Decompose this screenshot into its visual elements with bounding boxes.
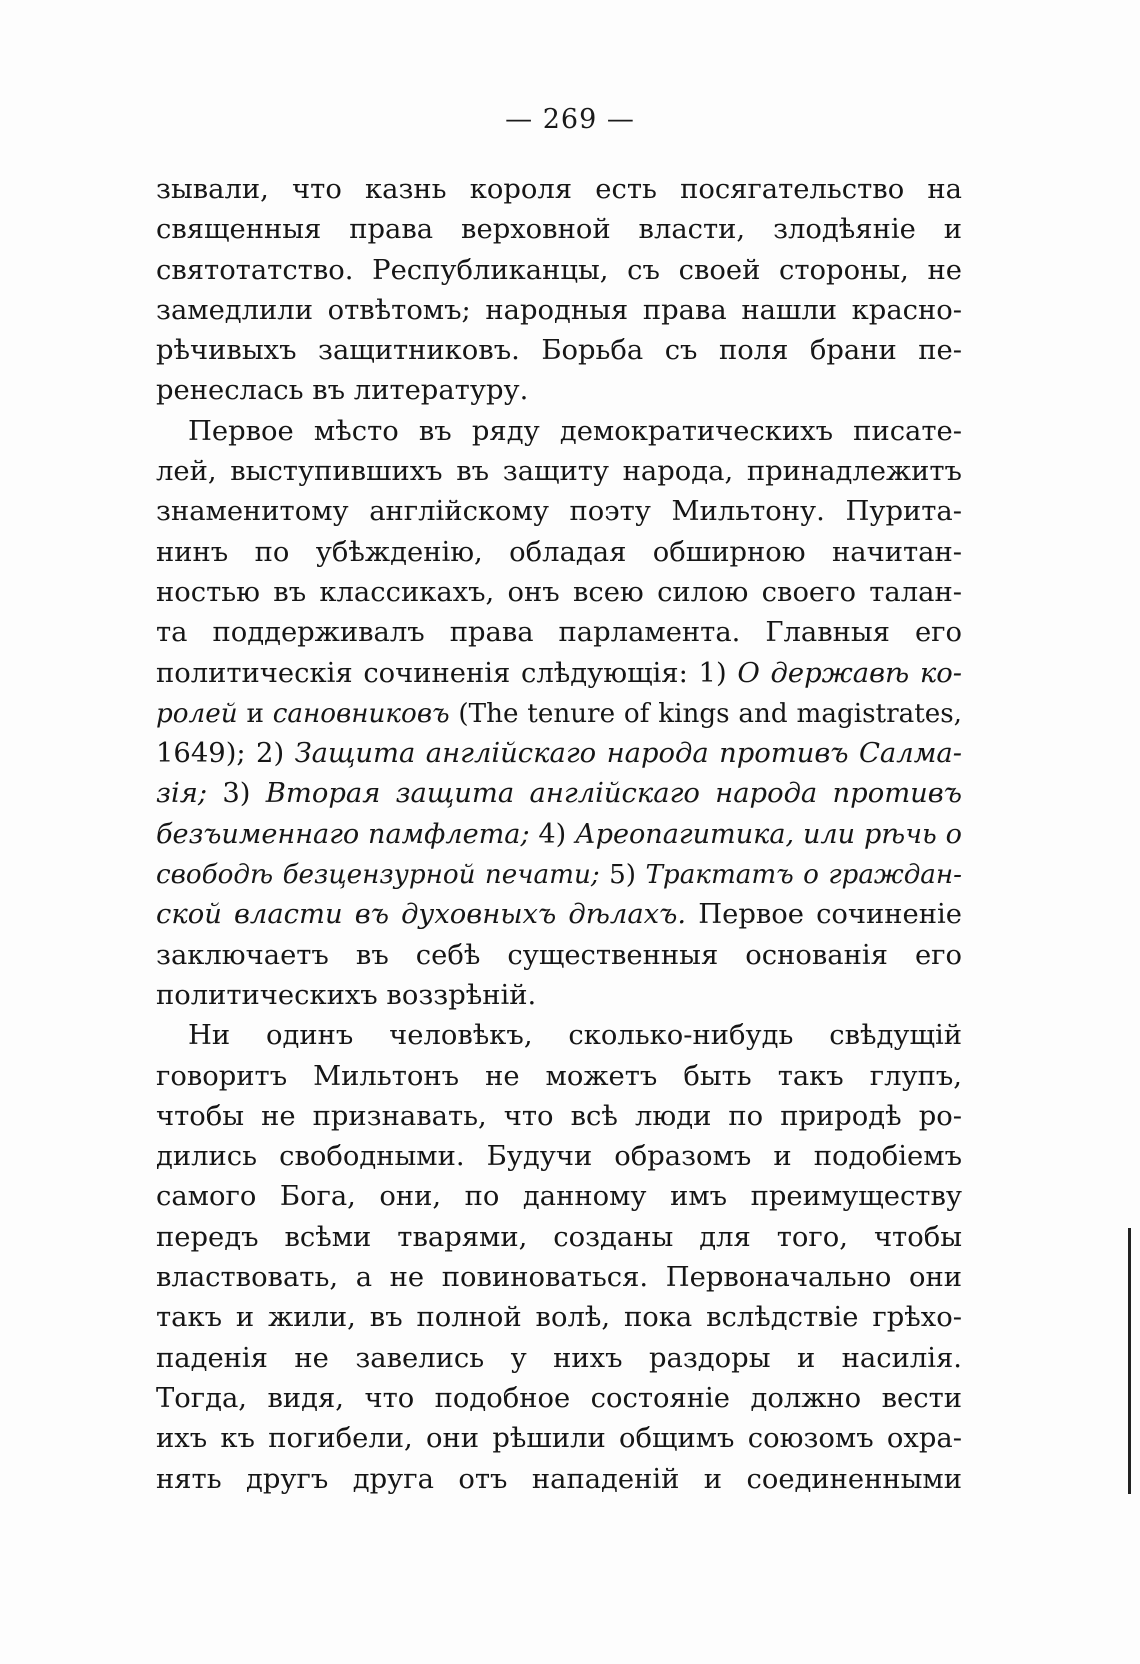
text-segment: заключаетъ въ себѣ существенныя основанія его (156, 939, 962, 971)
text-segment: 3) (207, 778, 266, 810)
text-segment: ренеслась въ литературу. (156, 375, 529, 407)
italic-text: Ареопагитика, или рѣчь о (575, 818, 962, 850)
page-edge-line (1128, 1228, 1131, 1494)
text-line (156, 734, 962, 774)
text-segment: нинъ по убѣжденію, обладая обширною начитан- (156, 536, 962, 568)
text-line (156, 1339, 962, 1379)
text-line (156, 1460, 962, 1500)
text-line (156, 613, 962, 653)
text-line (156, 170, 962, 210)
text-segment: знаменитому англійскому поэту Мильтону. Пурита- (156, 496, 962, 528)
text-line (156, 452, 962, 492)
page-text (156, 170, 962, 1500)
text-line (156, 895, 962, 935)
text-line (156, 1016, 962, 1056)
text-segment: лей, выступившихъ въ защиту народа, принадлежитъ (156, 456, 962, 488)
text-segment: священныя права верховной власти, злодѣяніе и (156, 214, 962, 246)
italic-text: Вторая защита англійскаго народа противъ (265, 778, 962, 810)
text-segment: ихъ къ погибели, они рѣшили общимъ союзомъ охра- (156, 1423, 962, 1455)
italic-text: О державѣ ко- (737, 657, 962, 689)
text-line (156, 694, 962, 734)
text-line (156, 774, 962, 814)
text-line (156, 1177, 962, 1217)
text-segment: ностью въ классикахъ, онъ всею силою своего талан- (156, 576, 962, 608)
text-segment: (The tenure of kings and magistrates, (449, 698, 962, 729)
text-segment: нять другъ друга отъ нападеній и соединенными (156, 1463, 962, 1495)
text-line (156, 1258, 962, 1298)
italic-text: ской власти въ духовныхъ дѣлахъ. (156, 899, 687, 931)
text-line (156, 251, 962, 291)
text-segment: Ни одинъ человѣкъ, сколько-нибудь свѣдущій (188, 1020, 962, 1052)
text-segment: Первое мѣсто въ ряду демократическихъ писате- (188, 415, 962, 447)
italic-text: зія; (156, 778, 208, 810)
text-line (156, 371, 962, 411)
text-line (156, 533, 962, 573)
italic-text: сановниковъ (272, 698, 450, 729)
text-line (156, 855, 962, 895)
text-segment: говоритъ Мильтонъ не можетъ быть такъ глупъ, (156, 1060, 962, 1092)
text-segment: такъ и жили, въ полной волѣ, пока вслѣдствіе грѣхо- (156, 1302, 962, 1334)
text-line (156, 1057, 962, 1097)
text-segment: Тогда, видя, что подобное состояніе должно вести (156, 1382, 962, 1414)
text-segment: политическія сочиненія слѣдующія: 1) (156, 657, 738, 689)
text-line (156, 1419, 962, 1459)
text-line (156, 210, 962, 250)
text-line (156, 1137, 962, 1177)
text-line (156, 976, 962, 1016)
text-segment: святотатство. Республиканцы, съ своей стороны, не (156, 254, 962, 286)
page-number: — 269 — (505, 104, 635, 135)
text-segment: и (237, 698, 273, 729)
text-line (156, 573, 962, 613)
text-line (156, 412, 962, 452)
italic-text: безъименнаго памфлета; (156, 818, 530, 850)
italic-text: Трактатъ о граждан- (645, 860, 962, 891)
text-segment: дились свободными. Будучи образомъ и подобіемъ (156, 1141, 962, 1173)
text-line (156, 291, 962, 331)
text-line (156, 1218, 962, 1258)
text-segment: замедлили отвѣтомъ; народныя права нашли красно- (156, 294, 962, 326)
text-line (156, 1298, 962, 1338)
text-line (156, 815, 962, 855)
text-segment: передъ всѣми тварями, созданы для того, чтобы (156, 1221, 962, 1253)
italic-text: свободѣ безцензурной печати; (156, 860, 600, 891)
text-segment: политическихъ воззрѣній. (156, 979, 537, 1011)
text-line (156, 1379, 962, 1419)
text-line (156, 492, 962, 532)
text-segment: самого Бога, они, по данному имъ преимуществу (156, 1181, 962, 1213)
text-segment: 1649); 2) (156, 738, 295, 770)
text-line (156, 1097, 962, 1137)
text-segment: чтобы не признавать, что всѣ люди по природѣ ро- (156, 1100, 962, 1132)
text-segment: та поддерживалъ права парламента. Главныя его (156, 617, 962, 649)
text-segment: Первое сочиненіе (686, 899, 962, 931)
text-segment: зывали, что казнь короля есть посягательство на (156, 174, 962, 205)
text-line (156, 936, 962, 976)
text-segment: 4) (529, 818, 576, 850)
text-line (156, 654, 962, 694)
italic-text: Защита англійскаго народа противъ Салма- (294, 738, 962, 770)
italic-text: ролей (156, 698, 238, 729)
text-segment: 5) (599, 860, 646, 891)
text-segment: рѣчивыхъ защитниковъ. Борьба съ поля брани пе- (156, 335, 962, 367)
text-line (156, 331, 962, 371)
text-segment: паденія не завелись у нихъ раздоры и насилія. (156, 1342, 962, 1374)
text-segment: властвовать, а не повиноваться. Первоначально они (156, 1262, 962, 1294)
